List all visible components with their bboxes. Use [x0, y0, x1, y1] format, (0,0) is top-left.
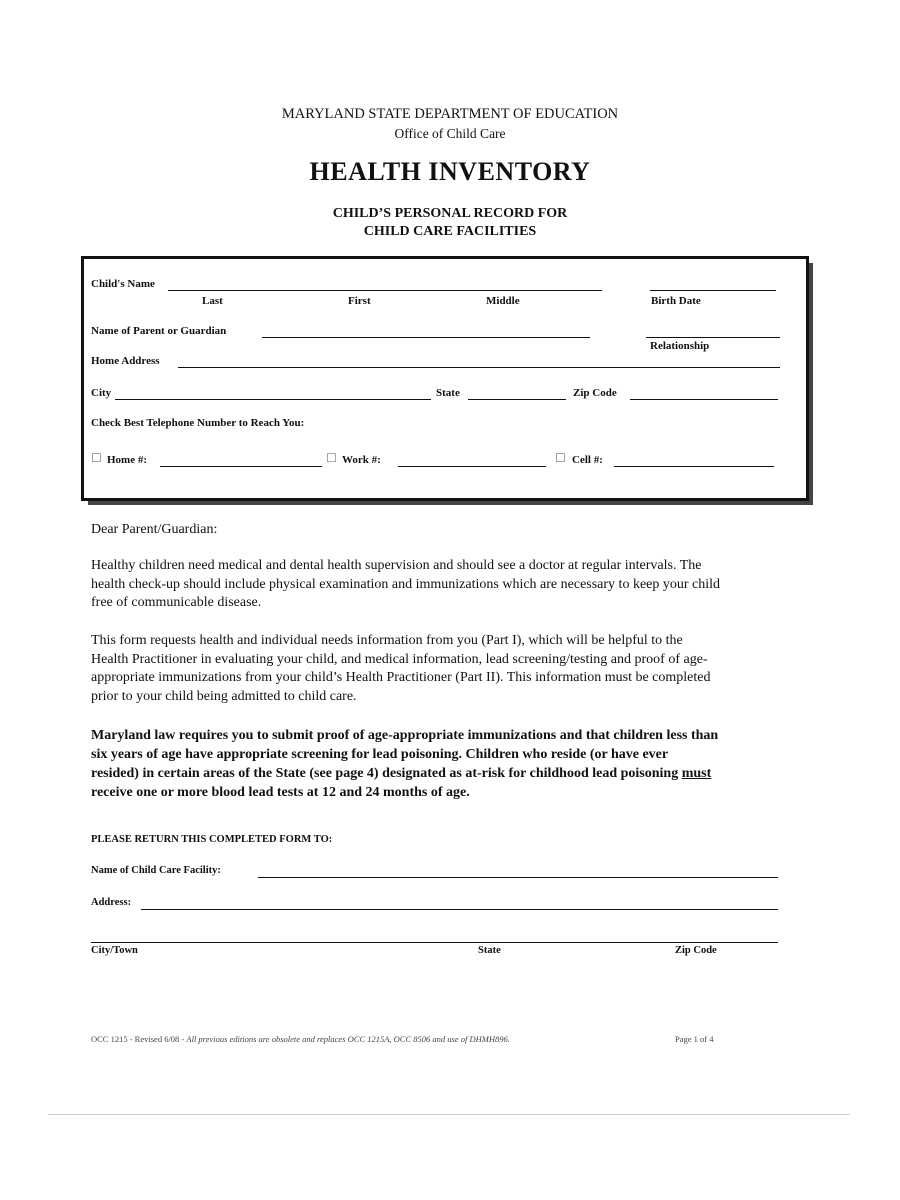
paragraph-1-line: health check-up should include physical examination and immunizations which are necessary to keep your child	[91, 576, 721, 592]
form-id: OCC 1215 - Revised 6/08 -	[91, 1034, 187, 1044]
cell-phone-label: Cell #:	[572, 454, 603, 466]
paragraph-2	[91, 632, 821, 706]
paragraph-2-line: appropriate immunizations from your child’s Health Practitioner (Part II). This information must be completed	[91, 670, 711, 685]
state-caption: State	[478, 945, 501, 956]
subtitle-line-2: CHILD CARE FACILITIES	[363, 224, 537, 239]
form-revision-note	[91, 1034, 510, 1044]
cell-phone-field[interactable]	[614, 466, 774, 467]
home-address-field[interactable]	[178, 367, 780, 368]
childs-name-label: Child's Name	[91, 278, 155, 290]
zip-code-caption: Zip Code	[675, 945, 717, 956]
page-number: Page 1 of 4	[675, 1034, 714, 1044]
home-phone-checkbox[interactable]: ☐	[91, 451, 102, 465]
phone-prompt: Check Best Telephone Number to Reach You:	[91, 417, 305, 429]
facility-address-field[interactable]	[141, 909, 778, 910]
home-phone-label: Home #:	[107, 454, 148, 466]
page-title: HEALTH INVENTORY	[309, 157, 591, 186]
facility-city-state-zip-field[interactable]	[91, 942, 778, 943]
parent-name-field[interactable]	[262, 337, 590, 338]
law-line-text: resided) in certain areas of the State (see page 4) designated as at-risk for childhood lead poisoning	[91, 766, 682, 781]
city-field[interactable]	[115, 399, 431, 400]
zip-code-label: Zip Code	[573, 387, 617, 399]
return-heading: PLEASE RETURN THIS COMPLETED FORM TO:	[91, 834, 333, 845]
office-subheading: Office of Child Care	[394, 126, 506, 141]
law-line: six years of age have appropriate screening for lead poisoning. Children who reside (or have ever	[91, 747, 669, 762]
last-name-caption: Last	[202, 295, 223, 307]
personal-info-box	[81, 256, 809, 501]
parent-name-label: Name of Parent or Guardian	[91, 325, 227, 337]
paragraph-2-line: Health Practitioner in evaluating your child, and medical information, lead screening/testing and proof of age-	[91, 651, 708, 667]
work-phone-field[interactable]	[398, 466, 546, 467]
relationship-field[interactable]	[646, 337, 780, 338]
paragraph-2-line: prior to your child being admitted to child care.	[91, 688, 357, 704]
relationship-caption: Relationship	[650, 340, 710, 352]
maryland-law-notice	[91, 726, 821, 802]
must-emphasis: must	[681, 766, 712, 781]
paragraph-2-line: This form requests health and individual needs information from you (Part I), which will be helpful to the	[91, 633, 683, 648]
home-address-label: Home Address	[91, 355, 160, 367]
paragraph-1-line: free of communicable disease.	[91, 595, 262, 610]
law-line: receive one or more blood lead tests at 12 and 24 months of age.	[91, 785, 470, 800]
state-field[interactable]	[468, 399, 566, 400]
zip-code-field[interactable]	[630, 399, 778, 400]
middle-name-caption: Middle	[486, 295, 520, 307]
birth-date-caption: Birth Date	[651, 295, 701, 307]
city-label: City	[91, 387, 112, 399]
salutation: Dear Parent/Guardian:	[91, 522, 218, 537]
subtitle-line-1: CHILD’S PERSONAL RECORD FOR	[332, 206, 568, 221]
paragraph-1-line: Healthy children need medical and dental health supervision and should see a doctor at regular intervals. The	[91, 558, 702, 573]
law-line	[91, 764, 821, 783]
paragraph-1	[91, 557, 821, 613]
facility-name-label: Name of Child Care Facility:	[91, 865, 221, 876]
department-heading: MARYLAND STATE DEPARTMENT OF EDUCATION	[281, 106, 619, 122]
state-label: State	[436, 387, 460, 399]
birth-date-field[interactable]	[650, 290, 776, 291]
facility-address-label: Address:	[91, 897, 132, 908]
home-phone-field[interactable]	[160, 466, 322, 467]
facility-name-field[interactable]	[258, 877, 778, 878]
city-town-caption: City/Town	[91, 945, 138, 956]
obsolete-editions-note: All previous editions are obsolete and replaces OCC 1215A, OCC 8506 and use of DHMH896.	[186, 1034, 510, 1044]
cell-phone-checkbox[interactable]: ☐	[555, 451, 566, 465]
childs-name-field[interactable]	[168, 290, 602, 291]
work-phone-checkbox[interactable]: ☐	[326, 451, 337, 465]
page-bottom-divider	[48, 1114, 850, 1115]
law-line: Maryland law requires you to submit proof of age-appropriate immunizations and that children less than	[91, 728, 719, 743]
work-phone-label: Work #:	[342, 454, 381, 466]
first-name-caption: First	[348, 295, 371, 307]
